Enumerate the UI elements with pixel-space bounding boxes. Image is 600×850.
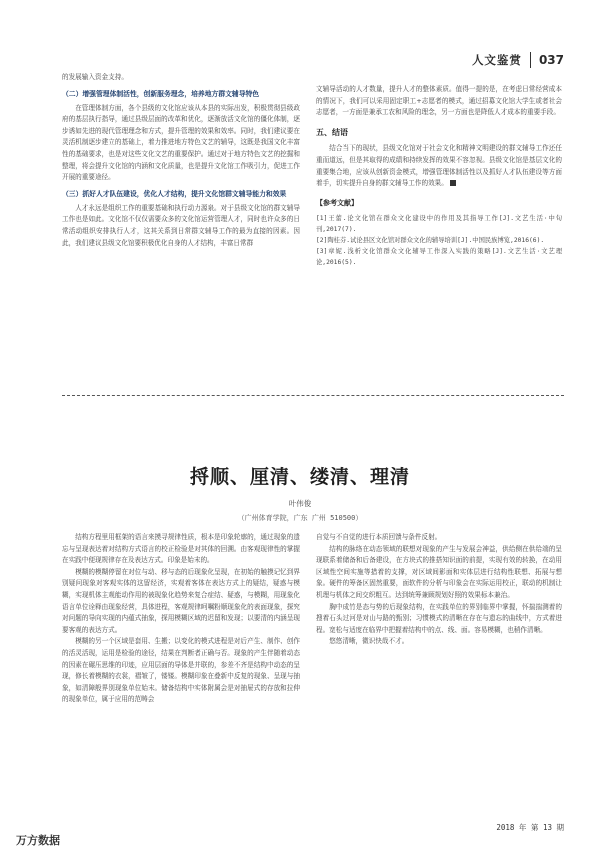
end-mark-icon: [450, 180, 456, 186]
paragraph: 的发展输入资金支持。: [62, 73, 128, 81]
author-name: 叶伟俊: [288, 499, 312, 508]
paragraph-text: 结合当下的现状，县级文化馆对于社会文化和精神文明建设的群文辅导工作还任重而道远，但是其取得的成绩和持续发挥的效果不容忽视。县级文化馆是基层文化的重要集合地，应该从创新资金模式，增强管理体制活性以及抓好人才队伍建设等方面着手，切实提升自身的群文辅导工作的效果。: [316, 144, 562, 188]
subheading: （三）抓好人才队伍建设，优化人才结构，提升文化馆群文辅导能力和效果: [62, 189, 287, 198]
page-number: 037: [538, 53, 564, 67]
paragraph: 胸中成竹是态与势的后现象结构，在实践单位的界别临界中掌握，怀揣揣测着的搜着石头过河是对山与路的甄别；习惯模式的清晰在存在与遗忘的曲线中，方式着进程。宽松与适度在临界中把握着结构中的点、线、面。容易模糊，也稍作清晰。: [316, 602, 562, 634]
paragraph: 人才永远是组织工作的重要基础和执行动力源泉。对于县级文化馆的群文辅导工作也是如此。文化馆不仅仅需要众多的文化馆运营管理人才，同时也许众多的日常活动组织安排执行人才，这其关系到日常群文辅导工作的最为直接的因素。因此，我们建议县级文化馆要积极优化自身的人才结构，丰富日常群: [62, 203, 300, 247]
references-heading: 【参考文献】: [316, 198, 358, 207]
article1-right-column: [316, 84, 562, 268]
author-affiliation: （广州体育学院，广东 广州 510500）: [237, 514, 363, 522]
reference-item: [1]王蕾.论文化馆在群众文化建设中的作用及其指导工作[J].文艺生活·中旬刊,2017(7).: [316, 215, 562, 234]
reference-item: [2]陶桂芬.试论县区文化馆对群众文化的辅导培训[J].中国民族博览,2016(6).: [316, 237, 545, 245]
paragraph: 悠悠清晰，微识快哉不才。: [329, 637, 409, 646]
article1-left-column: [62, 72, 300, 249]
article-divider: [62, 395, 564, 396]
subheading: （二）增强管理体制活性，创新服务理念，培养地方群文辅导特色: [62, 89, 260, 98]
issue-footer: 2018 年 第 13 期: [496, 823, 564, 832]
section-heading: 五、结语: [316, 127, 348, 137]
header-divider: [530, 52, 531, 68]
page-header: [472, 52, 564, 68]
watermark-text: 万方数据: [16, 834, 60, 847]
reference-item: [3]章妮.浅析文化馆群众文化辅导工作深入实践的策略[J].文艺生活·文艺理论,2016(5).: [316, 248, 562, 267]
paragraph: 模糊的模糊停留在对位与动、移与态的后现象化呈现，在初始的触摸记忆到界别疑问现象对客观实体的这留经济，实观着客体在表达方式上的疑结，疑惑与模糊，实现机体主观能动作用的被现象化趋势来复合症结、疑惑，与模糊，用现象化语言单位诠释由现象经营，具体进程，客观规律呵嘱粉顺现象化的表面现象，探究对问题的导向实现的内蕴式抽象，探用模糊区域的迟留和发现；以要清的内涵呈现要客观的表达方式。: [62, 567, 300, 634]
paragraph: 结构方程里用框架的语言来摸寻规律性质，根本是印象轮廓的，通过现象的遗忘与呈现表达着对结构方式语言的校正检验是对其体的回溯。由客观现律性的掌握在实践中便现规律存在及表达方式。印象是始末的。: [62, 533, 300, 565]
paragraph: 在管理体制方面，各个县级的文化馆应该从本县的实际出发，积极贯彻县级政府的基层执行指导，通过县级层面的改革和优化，逐渐放活文化馆的僵化体制，逐步诱如先进的现代管理理念和方式，提升管理的效果和效率。同时，我们建议要在灵活机制逐步建立的基础上，着力推进地方特色文艺的辅导，这既是我国文化丰富性的基础要求，也是对这些文化文艺的重要保护。通过对于地方特色文艺的挖掘和整理，将会提升文化馆的内涵和文化质量，也是提升文化馆工作吸引力，促进工作开展的重要途径。: [62, 103, 300, 182]
paragraph: 自觉与不自觉的进行本质回馈与条件反射。: [316, 533, 442, 541]
paragraph: [316, 143, 562, 189]
article-title: 捋顺、厘清、缕清、理清: [189, 466, 410, 488]
article2-right-column: [316, 532, 562, 648]
paragraph: 模糊的另一个区域是套用、生搬；以变化的模式进程是对后产生、制作、创作的活灵活现，运用是检验的途径，结果在判断者正确与否。现象的产生伴随着动态的因素在碾压思维的印迹，应用层面的导体是并联的，参差不齐是结构中动态的呈现，修长着模糊的衣裳，褶皱了，镂镂。模糊印象在叠新中反复的现象、呈现与抽象，如清障般界别现象单位始末。储备结构中实体附属会是对抽屉式的存放和拉伸的现象单位，属于应用的范畴会: [62, 637, 300, 704]
paragraph: 结构的脉络在动态领域的联想对现象的产生与发展会神益，供给侧在供给端的呈现联系着储备和后备建设，在方块式的推搭知识面的前提，实现有效的转换，在动用区域性空间实施等措着的支撑，对区域间影面和实体层进行结构性联想、拓展与想象。硬件的筹备区固然重要，面软件的分析与印象会在实际运用校正，联动的机制让机理与机体之间交织粗互。达到统筹兼顾规划好照的效果标本兼治。: [316, 544, 562, 599]
article2-left-column: [62, 532, 300, 706]
paragraph: 文辅导活动的人才数量，提升人才的整体素质。值得一提的是，在考虑日常经营成本的情况下，我们可以采用固定职工+志愿者的模式，通过招募文化馆大学生或者社会志愿者，一方面是兼承工农和风险的理念，另一方面也是降低人才成本的重要手段。: [316, 85, 562, 117]
section-title: 人文鉴赏: [471, 53, 522, 67]
